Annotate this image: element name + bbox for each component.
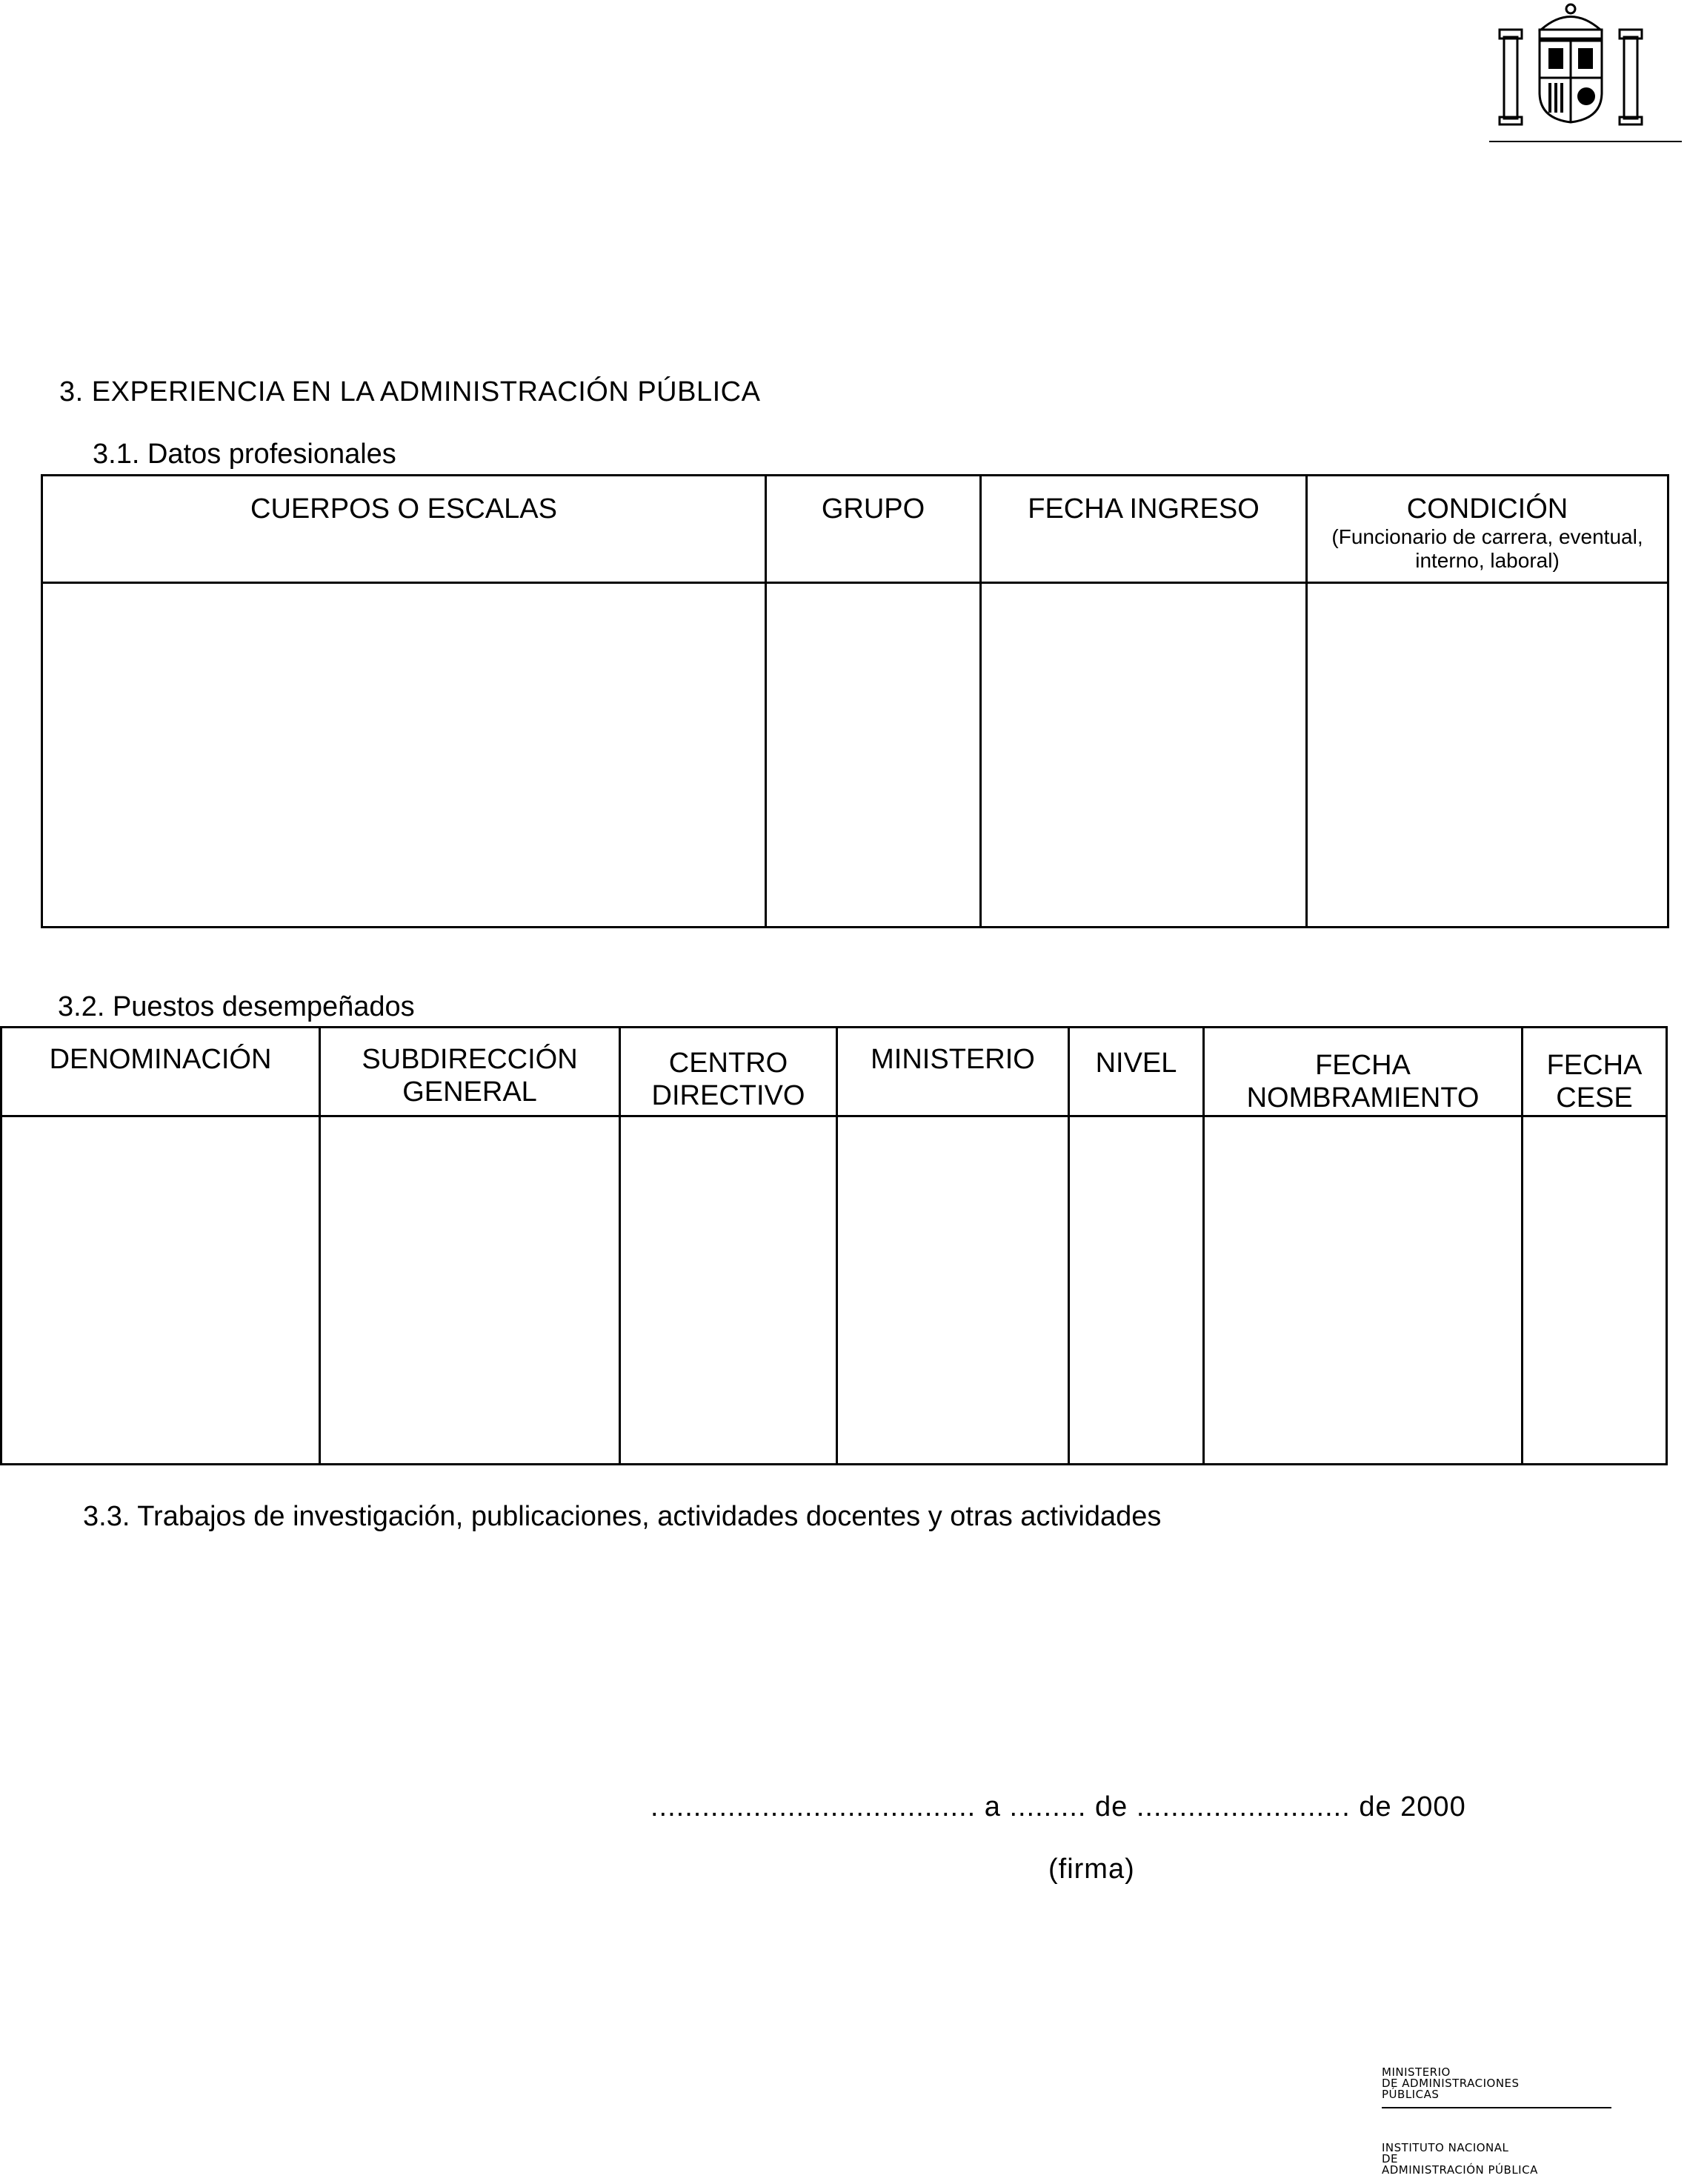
header-centro-directivo: CENTRO DIRECTIVO: [620, 1028, 837, 1116]
footer-ministry-line: PÚBLICAS: [1382, 2088, 1440, 2101]
header-fecha-ingreso: FECHA INGRESO: [981, 476, 1307, 583]
header-subdireccion: SUBDIRECCIÓN GENERAL: [320, 1028, 620, 1116]
footer-institute-line: DE: [1382, 2152, 1399, 2165]
centro-directivo-cell[interactable]: [620, 1116, 837, 1465]
header-condicion: [1307, 476, 1668, 583]
footer-ministry-line: DE ADMINISTRACIONES: [1382, 2077, 1520, 2090]
section-title: 3. EXPERIENCIA EN LA ADMINISTRACIÓN PÚBLICA: [59, 376, 761, 407]
header-ministerio: MINISTERIO: [837, 1028, 1069, 1116]
condicion-label: CONDICIÓN: [1406, 493, 1568, 525]
footer-divider: [1382, 2107, 1611, 2108]
footer-institute: [1382, 2143, 1611, 2176]
grupo-cell[interactable]: [766, 583, 981, 928]
ministerio-cell[interactable]: [837, 1116, 1069, 1465]
header-grupo: GRUPO: [766, 476, 981, 583]
condicion-note: (Funcionario de carrera, eventual, interno, laboral): [1331, 525, 1643, 572]
subdireccion-cell[interactable]: [320, 1116, 620, 1465]
footer-ministry-line: MINISTERIO: [1382, 2065, 1451, 2079]
trabajos-title: 3.3. Trabajos de investigación, publicaciones, actividades docentes y otras actividades: [83, 1501, 1162, 1532]
datos-profesionales-title: 3.1. Datos profesionales: [93, 439, 396, 470]
coat-of-arms-icon: [1489, 0, 1652, 133]
condicion-cell[interactable]: [1307, 583, 1668, 928]
header-denominacion: DENOMINACIÓN: [1, 1028, 320, 1116]
puestos-table: [0, 1026, 1668, 1465]
signature-line: ...................................... a ......... de ......................... de 2000: [650, 1791, 1466, 1822]
header-cuerpos: CUERPOS O ESCALAS: [42, 476, 766, 583]
nivel-cell[interactable]: [1069, 1116, 1204, 1465]
fecha-ingreso-cell[interactable]: [981, 583, 1307, 928]
header-nivel: NIVEL: [1069, 1028, 1204, 1116]
footer-ministry: [1382, 2067, 1611, 2100]
fecha-nombramiento-cell[interactable]: [1204, 1116, 1523, 1465]
signature-label: (firma): [1048, 1854, 1135, 1885]
crest-divider: [1489, 141, 1682, 142]
footer-institute-line: ADMINISTRACIÓN PÚBLICA: [1382, 2163, 1538, 2177]
fecha-cese-cell[interactable]: [1523, 1116, 1667, 1465]
datos-profesionales-table: [41, 474, 1669, 928]
footer-institute-line: INSTITUTO NACIONAL: [1382, 2141, 1509, 2154]
header-fecha-nombramiento: FECHA NOMBRAMIENTO: [1204, 1028, 1523, 1116]
cuerpos-cell[interactable]: [42, 583, 766, 928]
denominacion-cell[interactable]: [1, 1116, 320, 1465]
puestos-title: 3.2. Puestos desempeñados: [58, 991, 415, 1022]
header-fecha-cese: FECHA CESE: [1523, 1028, 1667, 1116]
